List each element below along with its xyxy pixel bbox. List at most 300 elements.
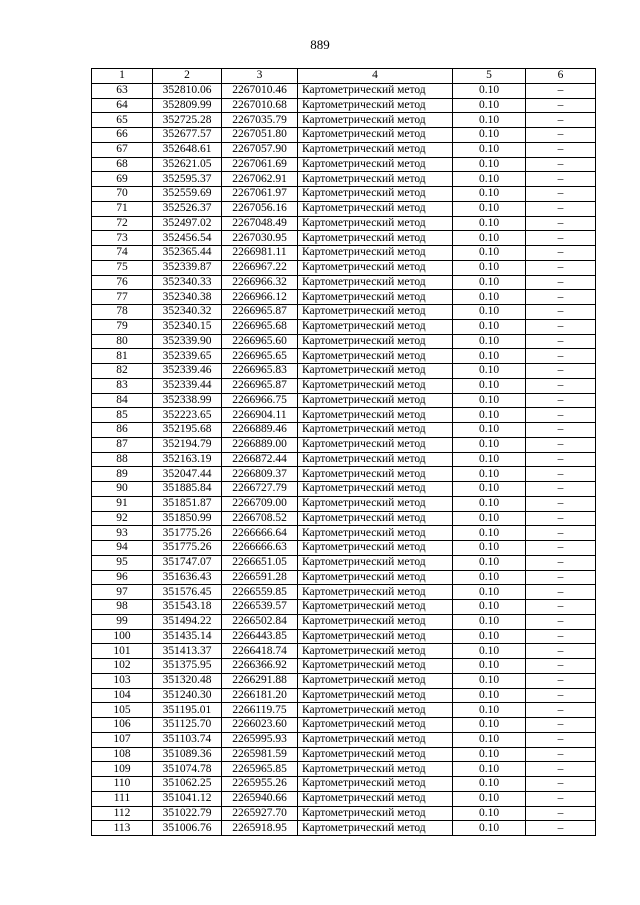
point-number-cell: 78	[92, 305, 153, 320]
coordinates-table	[91, 68, 596, 836]
note-cell: –	[526, 600, 596, 615]
note-cell: –	[526, 688, 596, 703]
x-coordinate-cell: 352559.69	[153, 187, 222, 202]
table-row	[92, 290, 596, 305]
y-coordinate-cell: 2266591.28	[222, 570, 298, 585]
y-coordinate-cell: 2267061.97	[222, 187, 298, 202]
method-cell: Картометрический метод	[298, 600, 453, 615]
point-number-cell: 113	[92, 821, 153, 836]
point-number-cell: 87	[92, 437, 153, 452]
x-coordinate-cell: 352456.54	[153, 231, 222, 246]
point-number-cell: 103	[92, 673, 153, 688]
x-coordinate-cell: 351636.43	[153, 570, 222, 585]
method-cell: Картометрический метод	[298, 511, 453, 526]
accuracy-cell: 0.10	[453, 600, 526, 615]
x-coordinate-cell: 351850.99	[153, 511, 222, 526]
point-number-cell: 64	[92, 98, 153, 113]
point-number-cell: 112	[92, 806, 153, 821]
y-coordinate-cell: 2266559.85	[222, 585, 298, 600]
x-coordinate-cell: 352047.44	[153, 467, 222, 482]
method-cell: Картометрический метод	[298, 614, 453, 629]
note-cell: –	[526, 644, 596, 659]
header-col-2: 2	[153, 69, 222, 84]
point-number-cell: 106	[92, 718, 153, 733]
y-coordinate-cell: 2266708.52	[222, 511, 298, 526]
method-cell: Картометрический метод	[298, 378, 453, 393]
point-number-cell: 91	[92, 496, 153, 511]
point-number-cell: 107	[92, 732, 153, 747]
x-coordinate-cell: 351747.07	[153, 555, 222, 570]
method-cell: Картометрический метод	[298, 393, 453, 408]
y-coordinate-cell: 2267010.68	[222, 98, 298, 113]
method-cell: Картометрический метод	[298, 526, 453, 541]
note-cell: –	[526, 437, 596, 452]
point-number-cell: 90	[92, 482, 153, 497]
header-col-6: 6	[526, 69, 596, 84]
accuracy-cell: 0.10	[453, 467, 526, 482]
method-cell: Картометрический метод	[298, 349, 453, 364]
point-number-cell: 99	[92, 614, 153, 629]
note-cell: –	[526, 570, 596, 585]
table-row	[92, 364, 596, 379]
table-row	[92, 305, 596, 320]
accuracy-cell: 0.10	[453, 98, 526, 113]
x-coordinate-cell: 352340.33	[153, 275, 222, 290]
accuracy-cell: 0.10	[453, 231, 526, 246]
note-cell: –	[526, 703, 596, 718]
accuracy-cell: 0.10	[453, 614, 526, 629]
method-cell: Картометрический метод	[298, 201, 453, 216]
method-cell: Картометрический метод	[298, 791, 453, 806]
point-number-cell: 111	[92, 791, 153, 806]
table-row	[92, 246, 596, 261]
y-coordinate-cell: 2265965.85	[222, 762, 298, 777]
table-row	[92, 496, 596, 511]
table-row	[92, 806, 596, 821]
table-row	[92, 393, 596, 408]
point-number-cell: 84	[92, 393, 153, 408]
y-coordinate-cell: 2266872.44	[222, 452, 298, 467]
method-cell: Картометрический метод	[298, 305, 453, 320]
table-row	[92, 777, 596, 792]
y-coordinate-cell: 2266904.11	[222, 408, 298, 423]
note-cell: –	[526, 231, 596, 246]
accuracy-cell: 0.10	[453, 762, 526, 777]
method-cell: Картометрический метод	[298, 187, 453, 202]
method-cell: Картометрический метод	[298, 496, 453, 511]
table-row	[92, 570, 596, 585]
table-row	[92, 791, 596, 806]
note-cell: –	[526, 187, 596, 202]
accuracy-cell: 0.10	[453, 128, 526, 143]
point-number-cell: 71	[92, 201, 153, 216]
note-cell: –	[526, 629, 596, 644]
x-coordinate-cell: 351543.18	[153, 600, 222, 615]
method-cell: Картометрический метод	[298, 541, 453, 556]
y-coordinate-cell: 2266889.46	[222, 423, 298, 438]
method-cell: Картометрический метод	[298, 703, 453, 718]
y-coordinate-cell: 2266291.88	[222, 673, 298, 688]
accuracy-cell: 0.10	[453, 791, 526, 806]
table-row	[92, 673, 596, 688]
accuracy-cell: 0.10	[453, 349, 526, 364]
table-row	[92, 216, 596, 231]
table-row	[92, 555, 596, 570]
table-row	[92, 585, 596, 600]
note-cell: –	[526, 216, 596, 231]
point-number-cell: 83	[92, 378, 153, 393]
y-coordinate-cell: 2266651.05	[222, 555, 298, 570]
method-cell: Картометрический метод	[298, 747, 453, 762]
method-cell: Картометрический метод	[298, 673, 453, 688]
x-coordinate-cell: 352526.37	[153, 201, 222, 216]
x-coordinate-cell: 351022.79	[153, 806, 222, 821]
point-number-cell: 76	[92, 275, 153, 290]
method-cell: Картометрический метод	[298, 128, 453, 143]
x-coordinate-cell: 352497.02	[153, 216, 222, 231]
point-number-cell: 80	[92, 334, 153, 349]
y-coordinate-cell: 2266965.83	[222, 364, 298, 379]
y-coordinate-cell: 2266023.60	[222, 718, 298, 733]
point-number-cell: 79	[92, 319, 153, 334]
x-coordinate-cell: 351041.12	[153, 791, 222, 806]
point-number-cell: 69	[92, 172, 153, 187]
y-coordinate-cell: 2266666.63	[222, 541, 298, 556]
table-row	[92, 349, 596, 364]
y-coordinate-cell: 2267010.46	[222, 83, 298, 98]
point-number-cell: 92	[92, 511, 153, 526]
table-row	[92, 423, 596, 438]
table-row	[92, 187, 596, 202]
point-number-cell: 67	[92, 142, 153, 157]
point-number-cell: 85	[92, 408, 153, 423]
point-number-cell: 93	[92, 526, 153, 541]
point-number-cell: 101	[92, 644, 153, 659]
note-cell: –	[526, 128, 596, 143]
table-row	[92, 157, 596, 172]
note-cell: –	[526, 319, 596, 334]
note-cell: –	[526, 157, 596, 172]
x-coordinate-cell: 351775.26	[153, 541, 222, 556]
point-number-cell: 100	[92, 629, 153, 644]
point-number-cell: 98	[92, 600, 153, 615]
y-coordinate-cell: 2266443.85	[222, 629, 298, 644]
point-number-cell: 81	[92, 349, 153, 364]
y-coordinate-cell: 2266965.60	[222, 334, 298, 349]
note-cell: –	[526, 201, 596, 216]
y-coordinate-cell: 2267035.79	[222, 113, 298, 128]
y-coordinate-cell: 2266965.87	[222, 378, 298, 393]
note-cell: –	[526, 821, 596, 836]
table-row	[92, 319, 596, 334]
x-coordinate-cell: 352194.79	[153, 437, 222, 452]
method-cell: Картометрический метод	[298, 555, 453, 570]
x-coordinate-cell: 352340.15	[153, 319, 222, 334]
x-coordinate-cell: 351006.76	[153, 821, 222, 836]
x-coordinate-cell: 351103.74	[153, 732, 222, 747]
note-cell: –	[526, 673, 596, 688]
y-coordinate-cell: 2266965.87	[222, 305, 298, 320]
accuracy-cell: 0.10	[453, 585, 526, 600]
y-coordinate-cell: 2266965.68	[222, 319, 298, 334]
note-cell: –	[526, 98, 596, 113]
accuracy-cell: 0.10	[453, 541, 526, 556]
method-cell: Картометрический метод	[298, 688, 453, 703]
y-coordinate-cell: 2267051.80	[222, 128, 298, 143]
note-cell: –	[526, 393, 596, 408]
y-coordinate-cell: 2265995.93	[222, 732, 298, 747]
x-coordinate-cell: 352340.32	[153, 305, 222, 320]
note-cell: –	[526, 585, 596, 600]
table-row	[92, 629, 596, 644]
note-cell: –	[526, 408, 596, 423]
header-col-3: 3	[222, 69, 298, 84]
point-number-cell: 72	[92, 216, 153, 231]
method-cell: Картометрический метод	[298, 718, 453, 733]
y-coordinate-cell: 2265981.59	[222, 747, 298, 762]
x-coordinate-cell: 352595.37	[153, 172, 222, 187]
point-number-cell: 110	[92, 777, 153, 792]
x-coordinate-cell: 351240.30	[153, 688, 222, 703]
x-coordinate-cell: 352339.65	[153, 349, 222, 364]
accuracy-cell: 0.10	[453, 113, 526, 128]
table-row	[92, 703, 596, 718]
method-cell: Картометрический метод	[298, 762, 453, 777]
note-cell: –	[526, 526, 596, 541]
method-cell: Картометрический метод	[298, 806, 453, 821]
table-row	[92, 732, 596, 747]
accuracy-cell: 0.10	[453, 629, 526, 644]
point-number-cell: 66	[92, 128, 153, 143]
accuracy-cell: 0.10	[453, 526, 526, 541]
point-number-cell: 77	[92, 290, 153, 305]
page-number: 889	[310, 37, 330, 52]
table-row	[92, 526, 596, 541]
y-coordinate-cell: 2266889.00	[222, 437, 298, 452]
note-cell: –	[526, 349, 596, 364]
method-cell: Картометрический метод	[298, 216, 453, 231]
table-row	[92, 688, 596, 703]
point-number-cell: 75	[92, 260, 153, 275]
point-number-cell: 95	[92, 555, 153, 570]
method-cell: Картометрический метод	[298, 467, 453, 482]
accuracy-cell: 0.10	[453, 275, 526, 290]
method-cell: Картометрический метод	[298, 777, 453, 792]
y-coordinate-cell: 2267056.16	[222, 201, 298, 216]
table-row	[92, 600, 596, 615]
table-row	[92, 231, 596, 246]
y-coordinate-cell: 2265940.66	[222, 791, 298, 806]
note-cell: –	[526, 423, 596, 438]
note-cell: –	[526, 718, 596, 733]
table-row	[92, 659, 596, 674]
header-col-1: 1	[92, 69, 153, 84]
method-cell: Картометрический метод	[298, 585, 453, 600]
x-coordinate-cell: 352365.44	[153, 246, 222, 261]
x-coordinate-cell: 352163.19	[153, 452, 222, 467]
y-coordinate-cell: 2266965.65	[222, 349, 298, 364]
x-coordinate-cell: 352725.28	[153, 113, 222, 128]
note-cell: –	[526, 496, 596, 511]
table-row	[92, 408, 596, 423]
y-coordinate-cell: 2266981.11	[222, 246, 298, 261]
note-cell: –	[526, 482, 596, 497]
accuracy-cell: 0.10	[453, 570, 526, 585]
x-coordinate-cell: 352339.90	[153, 334, 222, 349]
x-coordinate-cell: 352621.05	[153, 157, 222, 172]
method-cell: Картометрический метод	[298, 659, 453, 674]
table-row	[92, 260, 596, 275]
note-cell: –	[526, 260, 596, 275]
method-cell: Картометрический метод	[298, 732, 453, 747]
point-number-cell: 63	[92, 83, 153, 98]
table-row	[92, 172, 596, 187]
note-cell: –	[526, 305, 596, 320]
x-coordinate-cell: 352677.57	[153, 128, 222, 143]
accuracy-cell: 0.10	[453, 496, 526, 511]
accuracy-cell: 0.10	[453, 511, 526, 526]
point-number-cell: 65	[92, 113, 153, 128]
table-body	[92, 83, 596, 835]
point-number-cell: 73	[92, 231, 153, 246]
table-row	[92, 511, 596, 526]
table-row	[92, 334, 596, 349]
y-coordinate-cell: 2266366.92	[222, 659, 298, 674]
method-cell: Картометрический метод	[298, 83, 453, 98]
method-cell: Картометрический метод	[298, 482, 453, 497]
point-number-cell: 82	[92, 364, 153, 379]
accuracy-cell: 0.10	[453, 364, 526, 379]
accuracy-cell: 0.10	[453, 437, 526, 452]
y-coordinate-cell: 2267057.90	[222, 142, 298, 157]
point-number-cell: 104	[92, 688, 153, 703]
note-cell: –	[526, 142, 596, 157]
x-coordinate-cell: 351885.84	[153, 482, 222, 497]
x-coordinate-cell: 351089.36	[153, 747, 222, 762]
y-coordinate-cell: 2266966.75	[222, 393, 298, 408]
method-cell: Картометрический метод	[298, 157, 453, 172]
accuracy-cell: 0.10	[453, 423, 526, 438]
note-cell: –	[526, 290, 596, 305]
y-coordinate-cell: 2266418.74	[222, 644, 298, 659]
method-cell: Картометрический метод	[298, 260, 453, 275]
accuracy-cell: 0.10	[453, 393, 526, 408]
accuracy-cell: 0.10	[453, 732, 526, 747]
y-coordinate-cell: 2265955.26	[222, 777, 298, 792]
table-row	[92, 142, 596, 157]
accuracy-cell: 0.10	[453, 644, 526, 659]
y-coordinate-cell: 2266966.32	[222, 275, 298, 290]
accuracy-cell: 0.10	[453, 378, 526, 393]
table-row	[92, 452, 596, 467]
x-coordinate-cell: 351413.37	[153, 644, 222, 659]
method-cell: Картометрический метод	[298, 423, 453, 438]
table-row	[92, 98, 596, 113]
accuracy-cell: 0.10	[453, 172, 526, 187]
point-number-cell: 102	[92, 659, 153, 674]
table-row	[92, 541, 596, 556]
table-row	[92, 128, 596, 143]
x-coordinate-cell: 352338.99	[153, 393, 222, 408]
point-number-cell: 89	[92, 467, 153, 482]
note-cell: –	[526, 614, 596, 629]
method-cell: Картометрический метод	[298, 570, 453, 585]
x-coordinate-cell: 352648.61	[153, 142, 222, 157]
note-cell: –	[526, 334, 596, 349]
method-cell: Картометрический метод	[298, 408, 453, 423]
y-coordinate-cell: 2266539.57	[222, 600, 298, 615]
accuracy-cell: 0.10	[453, 260, 526, 275]
table-row	[92, 482, 596, 497]
header-col-5: 5	[453, 69, 526, 84]
x-coordinate-cell: 351062.25	[153, 777, 222, 792]
table-row	[92, 467, 596, 482]
method-cell: Картометрический метод	[298, 142, 453, 157]
accuracy-cell: 0.10	[453, 688, 526, 703]
accuracy-cell: 0.10	[453, 718, 526, 733]
note-cell: –	[526, 659, 596, 674]
x-coordinate-cell: 351125.70	[153, 718, 222, 733]
note-cell: –	[526, 275, 596, 290]
point-number-cell: 109	[92, 762, 153, 777]
y-coordinate-cell: 2265918.95	[222, 821, 298, 836]
method-cell: Картометрический метод	[298, 334, 453, 349]
x-coordinate-cell: 352339.87	[153, 260, 222, 275]
note-cell: –	[526, 378, 596, 393]
y-coordinate-cell: 2266181.20	[222, 688, 298, 703]
accuracy-cell: 0.10	[453, 187, 526, 202]
accuracy-cell: 0.10	[453, 777, 526, 792]
note-cell: –	[526, 777, 596, 792]
accuracy-cell: 0.10	[453, 305, 526, 320]
x-coordinate-cell: 352810.06	[153, 83, 222, 98]
y-coordinate-cell: 2266709.00	[222, 496, 298, 511]
table-row	[92, 201, 596, 216]
table-row	[92, 747, 596, 762]
x-coordinate-cell: 351320.48	[153, 673, 222, 688]
accuracy-cell: 0.10	[453, 408, 526, 423]
y-coordinate-cell: 2266502.84	[222, 614, 298, 629]
note-cell: –	[526, 172, 596, 187]
y-coordinate-cell: 2267062.91	[222, 172, 298, 187]
accuracy-cell: 0.10	[453, 747, 526, 762]
accuracy-cell: 0.10	[453, 319, 526, 334]
accuracy-cell: 0.10	[453, 157, 526, 172]
point-number-cell: 86	[92, 423, 153, 438]
method-cell: Картометрический метод	[298, 364, 453, 379]
table-header-row	[92, 69, 596, 84]
table-row	[92, 275, 596, 290]
table-row	[92, 718, 596, 733]
table-row	[92, 644, 596, 659]
accuracy-cell: 0.10	[453, 452, 526, 467]
point-number-cell: 94	[92, 541, 153, 556]
method-cell: Картометрический метод	[298, 629, 453, 644]
x-coordinate-cell: 351375.95	[153, 659, 222, 674]
x-coordinate-cell: 351851.87	[153, 496, 222, 511]
x-coordinate-cell: 352809.99	[153, 98, 222, 113]
x-coordinate-cell: 352339.46	[153, 364, 222, 379]
accuracy-cell: 0.10	[453, 246, 526, 261]
note-cell: –	[526, 467, 596, 482]
method-cell: Картометрический метод	[298, 644, 453, 659]
table-row	[92, 762, 596, 777]
method-cell: Картометрический метод	[298, 231, 453, 246]
note-cell: –	[526, 541, 596, 556]
x-coordinate-cell: 351435.14	[153, 629, 222, 644]
note-cell: –	[526, 555, 596, 570]
x-coordinate-cell: 352195.68	[153, 423, 222, 438]
